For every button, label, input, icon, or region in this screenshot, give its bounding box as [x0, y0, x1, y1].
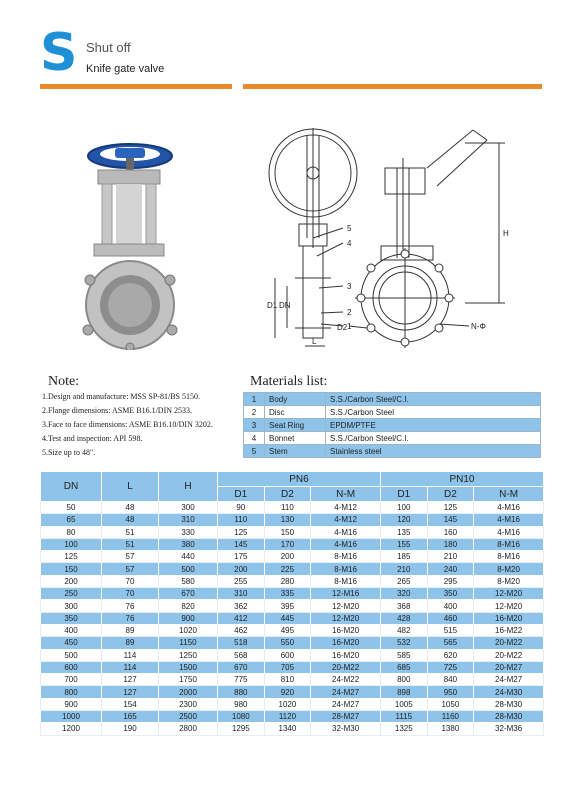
cell-l: 190 — [102, 723, 159, 735]
material-no: 5 — [244, 445, 265, 458]
cell-dn: 80 — [41, 526, 102, 538]
cell-l: 57 — [102, 563, 159, 575]
notes-title: Note: — [48, 374, 80, 389]
material-part: Disc — [265, 406, 326, 419]
table-row — [41, 637, 544, 649]
cell-h: 900 — [159, 612, 218, 624]
cell-l: 70 — [102, 588, 159, 600]
table-row — [41, 551, 544, 563]
label-h: H — [503, 229, 509, 238]
cell-pn6-d2: 200 — [264, 551, 311, 563]
col-h-header: H — [159, 472, 218, 502]
cell-pn6-d2: 1120 — [264, 711, 311, 723]
cell-pn10-d2: 180 — [427, 538, 474, 550]
material-part: Seat Ring — [265, 419, 326, 432]
table-row — [41, 711, 544, 723]
cell-l: 114 — [102, 649, 159, 661]
cell-pn6-d2: 1340 — [264, 723, 311, 735]
dimensions-body — [41, 502, 544, 736]
cell-l: 154 — [102, 698, 159, 710]
cell-pn10-nm: 16-M20 — [474, 612, 544, 624]
cell-l: 76 — [102, 600, 159, 612]
cell-dn: 125 — [41, 551, 102, 563]
cell-pn6-d1: 775 — [218, 674, 265, 686]
cell-l: 114 — [102, 661, 159, 673]
material-spec: S.S./Carbon Steel/C.I. — [326, 432, 541, 445]
cell-pn10-nm: 8-M20 — [474, 575, 544, 587]
cell-pn10-d1: 585 — [380, 649, 427, 661]
cell-h: 1750 — [159, 674, 218, 686]
cell-dn: 150 — [41, 563, 102, 575]
cell-pn6-nm: 24-M22 — [311, 674, 381, 686]
cell-h: 1500 — [159, 661, 218, 673]
cell-pn6-d2: 810 — [264, 674, 311, 686]
cell-pn10-nm: 8-M16 — [474, 551, 544, 563]
product-title: Knife gate valve — [86, 63, 165, 75]
cell-pn10-d1: 532 — [380, 637, 427, 649]
table-row — [41, 661, 544, 673]
pn6-header: PN6 — [218, 472, 381, 487]
cell-pn6-nm: 4-M16 — [311, 526, 381, 538]
cell-pn6-nm: 24-M27 — [311, 698, 381, 710]
cell-pn6-nm: 16-M20 — [311, 649, 381, 661]
cell-h: 1020 — [159, 624, 218, 636]
cell-pn6-d2: 445 — [264, 612, 311, 624]
cell-pn6-nm: 28-M27 — [311, 711, 381, 723]
cell-pn10-d2: 240 — [427, 563, 474, 575]
cell-pn10-d1: 1115 — [380, 711, 427, 723]
material-no: 4 — [244, 432, 265, 445]
cell-pn10-d1: 428 — [380, 612, 427, 624]
cell-pn10-nm: 28-M30 — [474, 698, 544, 710]
table-row — [41, 674, 544, 686]
cell-l: 89 — [102, 637, 159, 649]
materials-table — [243, 392, 541, 458]
cell-pn10-nm: 4-M16 — [474, 526, 544, 538]
cell-h: 440 — [159, 551, 218, 563]
label-l: L — [312, 337, 317, 346]
table-row — [41, 575, 544, 587]
pn10-nm-header: N-M — [474, 487, 544, 502]
cell-dn: 200 — [41, 575, 102, 587]
cell-dn: 900 — [41, 698, 102, 710]
cell-h: 2300 — [159, 698, 218, 710]
header-divider-right — [243, 84, 542, 89]
label-d2: D2 — [337, 323, 348, 332]
note-item: 4.Test and inspection: API 598. — [42, 434, 143, 443]
materials-row — [244, 419, 541, 432]
table-row — [41, 612, 544, 624]
cell-l: 127 — [102, 686, 159, 698]
category-title: Shut off — [86, 40, 131, 55]
table-row — [41, 600, 544, 612]
cell-pn6-d1: 125 — [218, 526, 265, 538]
cell-h: 2500 — [159, 711, 218, 723]
cell-dn: 500 — [41, 649, 102, 661]
cell-h: 670 — [159, 588, 218, 600]
cell-pn6-d1: 1080 — [218, 711, 265, 723]
cell-pn10-d2: 210 — [427, 551, 474, 563]
cell-h: 500 — [159, 563, 218, 575]
cell-h: 2000 — [159, 686, 218, 698]
cell-pn10-d2: 400 — [427, 600, 474, 612]
col-l-header: L — [102, 472, 159, 502]
cell-pn6-nm: 12-M20 — [311, 600, 381, 612]
table-row — [41, 538, 544, 550]
cell-pn6-nm: 8-M16 — [311, 563, 381, 575]
material-part: Bonnet — [265, 432, 326, 445]
cell-pn6-d1: 145 — [218, 538, 265, 550]
cell-pn10-d2: 350 — [427, 588, 474, 600]
cell-pn6-d1: 110 — [218, 514, 265, 526]
cell-pn6-d1: 670 — [218, 661, 265, 673]
cell-pn10-d1: 135 — [380, 526, 427, 538]
cell-pn6-d1: 200 — [218, 563, 265, 575]
dimensions-table — [40, 471, 544, 736]
cell-pn10-d1: 155 — [380, 538, 427, 550]
cell-pn10-d2: 145 — [427, 514, 474, 526]
cell-pn6-d2: 280 — [264, 575, 311, 587]
valve-technical-drawing — [255, 128, 555, 353]
cell-pn6-d2: 110 — [264, 502, 311, 514]
pn6-d2-header: D2 — [264, 487, 311, 502]
cell-pn10-d1: 185 — [380, 551, 427, 563]
cell-pn10-d2: 1050 — [427, 698, 474, 710]
cell-pn6-d2: 495 — [264, 624, 311, 636]
cell-dn: 65 — [41, 514, 102, 526]
materials-row — [244, 406, 541, 419]
cell-pn10-nm: 12-M20 — [474, 600, 544, 612]
cell-pn6-d1: 980 — [218, 698, 265, 710]
cell-dn: 250 — [41, 588, 102, 600]
cell-dn: 300 — [41, 600, 102, 612]
cell-pn10-d2: 840 — [427, 674, 474, 686]
cell-l: 127 — [102, 674, 159, 686]
cell-pn6-d1: 310 — [218, 588, 265, 600]
cell-pn6-nm: 4-M12 — [311, 502, 381, 514]
cell-pn6-d1: 362 — [218, 600, 265, 612]
cell-pn6-d2: 170 — [264, 538, 311, 550]
material-spec: EPDM/PTFE — [326, 419, 541, 432]
cell-pn10-nm: 20-M22 — [474, 649, 544, 661]
cell-pn10-d1: 685 — [380, 661, 427, 673]
cell-pn6-d2: 1020 — [264, 698, 311, 710]
label-dn: DN — [279, 301, 291, 310]
material-spec: S.S./Carbon Steel/C.I. — [326, 393, 541, 406]
cell-h: 580 — [159, 575, 218, 587]
cell-pn10-d2: 515 — [427, 624, 474, 636]
callout-3: 3 — [347, 282, 352, 291]
label-d1: D1 — [267, 301, 278, 310]
cell-pn6-nm: 16-M20 — [311, 637, 381, 649]
cell-pn10-d2: 950 — [427, 686, 474, 698]
cell-pn6-d2: 920 — [264, 686, 311, 698]
callout-5: 5 — [347, 224, 352, 233]
table-row — [41, 686, 544, 698]
cell-l: 48 — [102, 502, 159, 514]
note-item: 1.Design and manufacture: MSS SP-81/BS 5150. — [42, 392, 200, 401]
cell-pn10-d1: 265 — [380, 575, 427, 587]
cell-pn10-d1: 898 — [380, 686, 427, 698]
pn10-d2-header: D2 — [427, 487, 474, 502]
cell-pn10-nm: 4-M16 — [474, 514, 544, 526]
table-row — [41, 526, 544, 538]
cell-pn6-nm: 12-M20 — [311, 612, 381, 624]
cell-pn6-d1: 175 — [218, 551, 265, 563]
table-row — [41, 563, 544, 575]
label-n-phi: N-Φ — [471, 322, 486, 331]
cell-pn10-d2: 160 — [427, 526, 474, 538]
cell-pn10-d2: 125 — [427, 502, 474, 514]
cell-h: 310 — [159, 514, 218, 526]
cell-pn10-nm: 20-M22 — [474, 637, 544, 649]
table-row — [41, 649, 544, 661]
header-divider-left — [40, 84, 232, 89]
cell-l: 89 — [102, 624, 159, 636]
table-row — [41, 723, 544, 735]
cell-pn6-nm: 4-M12 — [311, 514, 381, 526]
material-no: 3 — [244, 419, 265, 432]
callout-2: 2 — [347, 308, 352, 317]
callout-4: 4 — [347, 239, 352, 248]
material-no: 2 — [244, 406, 265, 419]
cell-dn: 350 — [41, 612, 102, 624]
cell-pn6-d1: 880 — [218, 686, 265, 698]
materials-row — [244, 445, 541, 458]
cell-pn10-d2: 565 — [427, 637, 474, 649]
cell-dn: 700 — [41, 674, 102, 686]
cell-pn6-d1: 568 — [218, 649, 265, 661]
table-row — [41, 514, 544, 526]
cell-l: 57 — [102, 551, 159, 563]
pn10-d1-header: D1 — [380, 487, 427, 502]
cell-l: 76 — [102, 612, 159, 624]
cell-pn10-nm: 4-M16 — [474, 502, 544, 514]
cell-pn6-nm: 32-M30 — [311, 723, 381, 735]
materials-title: Materials list: — [250, 374, 328, 389]
material-spec: Stainless steel — [326, 445, 541, 458]
cell-dn: 50 — [41, 502, 102, 514]
cell-h: 380 — [159, 538, 218, 550]
materials-row — [244, 393, 541, 406]
cell-h: 1250 — [159, 649, 218, 661]
brand-logo-letter: S — [40, 23, 78, 83]
cell-h: 300 — [159, 502, 218, 514]
cell-pn10-d1: 800 — [380, 674, 427, 686]
cell-pn6-d2: 395 — [264, 600, 311, 612]
table-row — [41, 698, 544, 710]
cell-pn10-d1: 1325 — [380, 723, 427, 735]
cell-pn10-nm: 20-M27 — [474, 661, 544, 673]
cell-pn6-d2: 600 — [264, 649, 311, 661]
cell-pn10-nm: 24-M27 — [474, 674, 544, 686]
pn6-nm-header: N-M — [311, 487, 381, 502]
cell-dn: 450 — [41, 637, 102, 649]
cell-h: 330 — [159, 526, 218, 538]
cell-l: 51 — [102, 538, 159, 550]
cell-pn10-d2: 725 — [427, 661, 474, 673]
cell-dn: 100 — [41, 538, 102, 550]
cell-pn6-d1: 518 — [218, 637, 265, 649]
cell-dn: 400 — [41, 624, 102, 636]
cell-dn: 800 — [41, 686, 102, 698]
cell-pn6-nm: 24-M27 — [311, 686, 381, 698]
cell-pn10-d2: 620 — [427, 649, 474, 661]
cell-pn6-d2: 550 — [264, 637, 311, 649]
cell-pn10-nm: 24-M30 — [474, 686, 544, 698]
material-part: Stem — [265, 445, 326, 458]
cell-dn: 1200 — [41, 723, 102, 735]
callout-1: 1 — [347, 322, 352, 331]
cell-pn6-nm: 16-M20 — [311, 624, 381, 636]
cell-pn10-d2: 1160 — [427, 711, 474, 723]
cell-pn10-d2: 1380 — [427, 723, 474, 735]
cell-l: 51 — [102, 526, 159, 538]
cell-pn6-d1: 255 — [218, 575, 265, 587]
cell-pn10-d1: 210 — [380, 563, 427, 575]
cell-pn6-nm: 20-M22 — [311, 661, 381, 673]
cell-l: 70 — [102, 575, 159, 587]
cell-pn6-d2: 150 — [264, 526, 311, 538]
cell-dn: 600 — [41, 661, 102, 673]
cell-pn10-d2: 295 — [427, 575, 474, 587]
cell-pn6-d2: 705 — [264, 661, 311, 673]
cell-pn10-d1: 100 — [380, 502, 427, 514]
material-part: Body — [265, 393, 326, 406]
table-row — [41, 588, 544, 600]
cell-pn6-nm: 8-M16 — [311, 575, 381, 587]
cell-pn10-nm: 16-M22 — [474, 624, 544, 636]
cell-pn10-nm: 8-M16 — [474, 538, 544, 550]
cell-pn6-d1: 1295 — [218, 723, 265, 735]
pn6-d1-header: D1 — [218, 487, 265, 502]
cell-pn6-d1: 412 — [218, 612, 265, 624]
cell-pn10-nm: 12-M20 — [474, 588, 544, 600]
table-row — [41, 624, 544, 636]
materials-row — [244, 432, 541, 445]
material-spec: S.S./Carbon Steel — [326, 406, 541, 419]
cell-pn10-d1: 368 — [380, 600, 427, 612]
cell-dn: 1000 — [41, 711, 102, 723]
cell-pn10-nm: 28-M30 — [474, 711, 544, 723]
table-row — [41, 502, 544, 514]
cell-pn6-d1: 90 — [218, 502, 265, 514]
cell-pn10-d1: 482 — [380, 624, 427, 636]
cell-pn10-d2: 460 — [427, 612, 474, 624]
note-item: 2.Flange dimensions: ASME B16.1/DIN 2533. — [42, 406, 193, 415]
pn10-header: PN10 — [380, 472, 543, 487]
cell-pn6-d2: 130 — [264, 514, 311, 526]
note-item: 3.Face to face dimensions: ASME B16.10/DIN 3202. — [42, 420, 213, 429]
note-item: 5.Size up to 48". — [42, 448, 96, 457]
cell-pn10-d1: 320 — [380, 588, 427, 600]
cell-pn10-d1: 1005 — [380, 698, 427, 710]
cell-pn6-d2: 335 — [264, 588, 311, 600]
cell-h: 820 — [159, 600, 218, 612]
cell-h: 1150 — [159, 637, 218, 649]
valve-photo — [70, 140, 180, 350]
cell-pn10-d1: 120 — [380, 514, 427, 526]
cell-pn6-nm: 8-M16 — [311, 551, 381, 563]
material-no: 1 — [244, 393, 265, 406]
cell-pn10-nm: 32-M36 — [474, 723, 544, 735]
cell-h: 2800 — [159, 723, 218, 735]
cell-pn6-nm: 4-M16 — [311, 538, 381, 550]
cell-pn6-d1: 462 — [218, 624, 265, 636]
cell-pn10-nm: 8-M20 — [474, 563, 544, 575]
cell-pn6-d2: 225 — [264, 563, 311, 575]
cell-l: 48 — [102, 514, 159, 526]
col-dn-header: DN — [41, 472, 102, 502]
cell-l: 165 — [102, 711, 159, 723]
cell-pn6-nm: 12-M16 — [311, 588, 381, 600]
